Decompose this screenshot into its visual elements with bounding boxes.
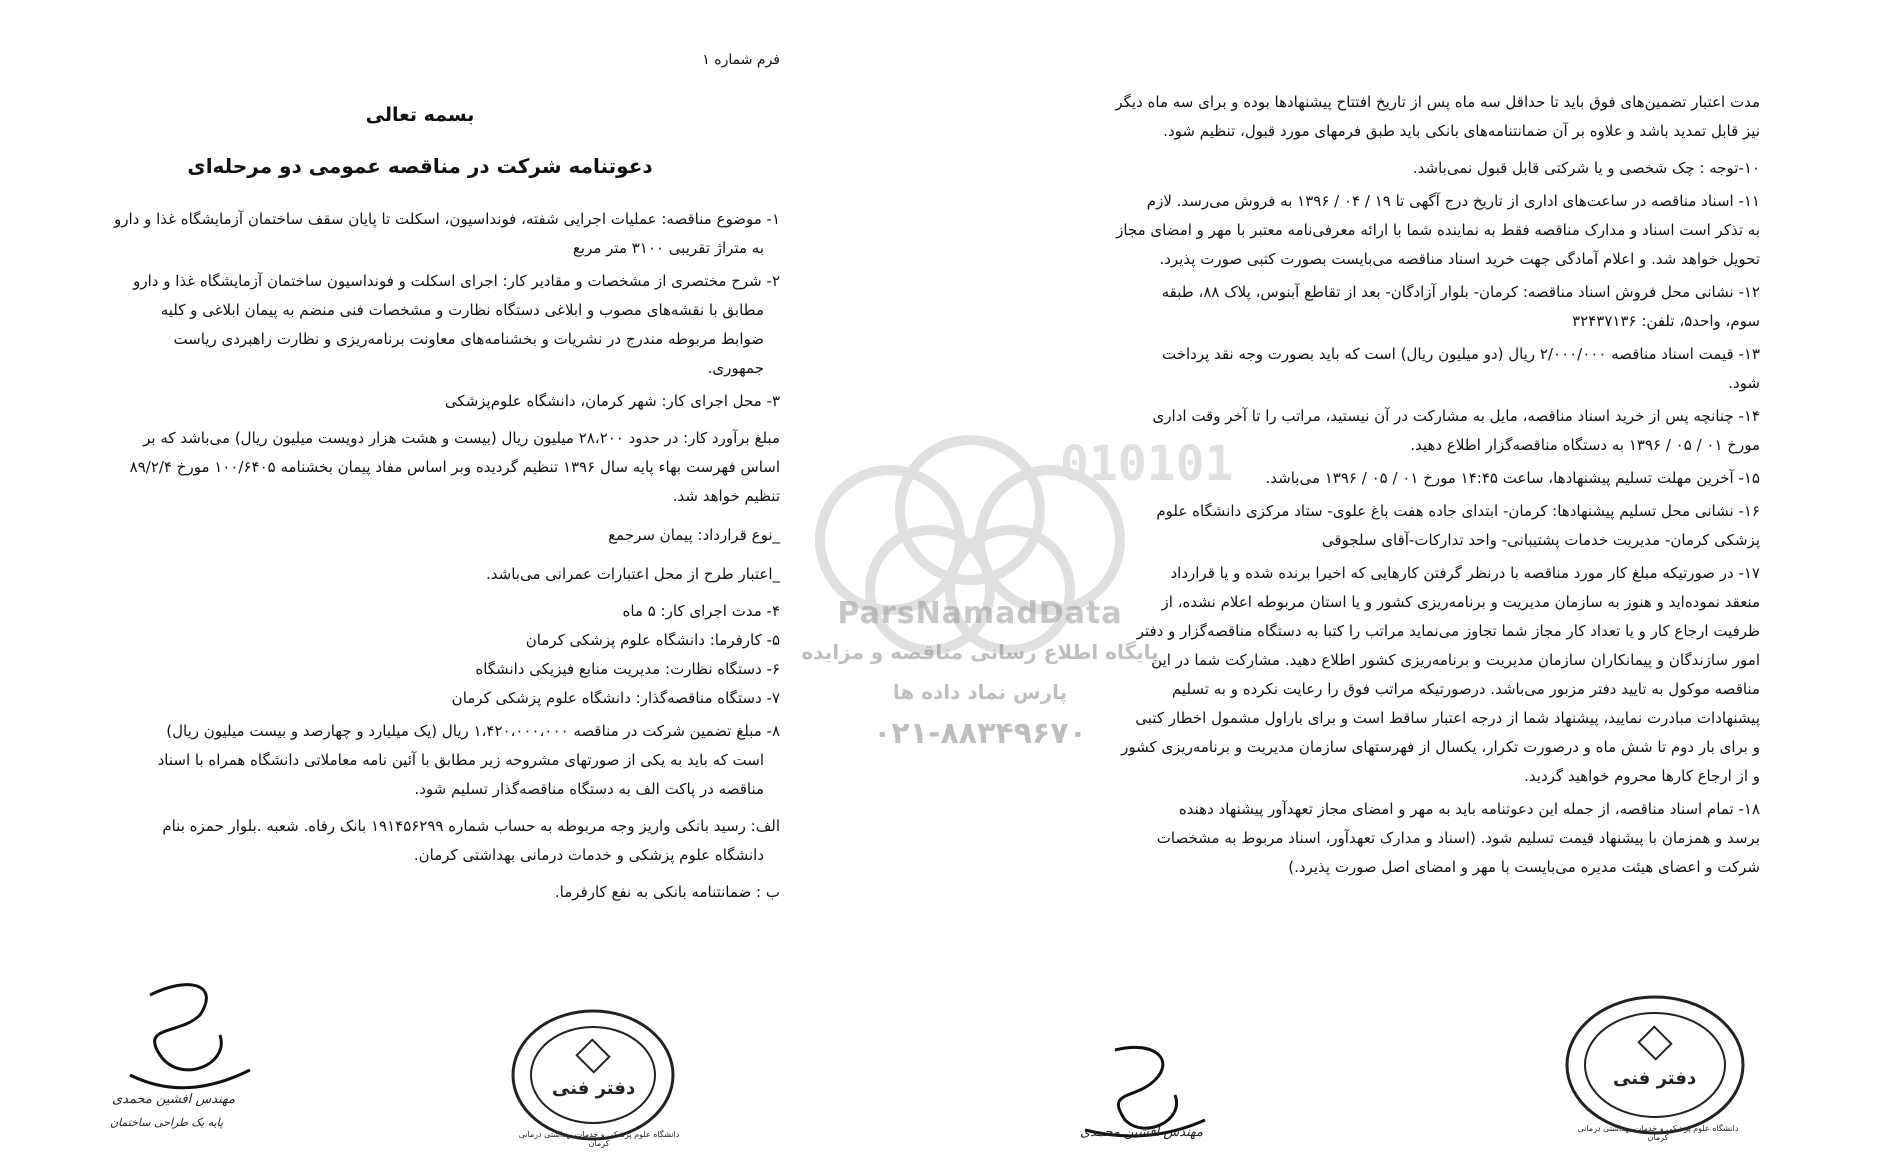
estimate-line: مبلغ برآورد کار: در حدود ۲۸،۲۰۰ میلیون ریال (بیست و هشت هزار دویست میلیون ریال) می‌باشد که بر: [143, 429, 780, 447]
item-2-line: ضوابط مربوطه مندرج در نشریات و بخشنامه‌های معاونت برنامه‌ریزی و نظارت راهبردی ریاست: [173, 330, 764, 348]
left-stamp: [508, 1005, 678, 1145]
item-17-line: مناقصه موکول به تایید دفتر مزبور می‌باشد. درصورتیکه مراتب فوق را رعایت نکرده و به تسلیم: [1171, 680, 1760, 698]
item-1-line: ۱- موضوع مناقصه: عملیات اجرایی شفته، فونداسیون، اسکلت تا پایان سقف ساختمان آزمایشگاه غذا و دارو: [114, 210, 780, 228]
watermark-digits: 010101: [1060, 436, 1234, 492]
item-3-line: ۳- محل اجرای کار: شهر کرمان، دانشگاه علوم‌پزشکی: [444, 392, 780, 410]
item-12-line: سوم، واحد۵، تلفن: ۳۲۴۳۷۱۳۶: [1572, 312, 1760, 330]
item-17-line: امور سازندگان و پیمانکاران سازمان مدیریت و برنامه‌ریزی کشور اطلاع دهید. مشارکت شما در این: [1151, 651, 1760, 669]
left-stamp-ring-text: دانشگاه علوم پزشکی و خدمات بهداشتی درمانی کرمان: [518, 1130, 680, 1148]
right-signature-name: مهندس افشین محمدی: [1080, 1125, 1203, 1140]
funding-line: _اعتبار طرح از محل اعتبارات عمرانی می‌باشد.: [486, 565, 780, 583]
option-b-line: ب : ضمانتنامه بانکی به نفع کارفرما.: [554, 883, 780, 901]
item-18-line: ۱۸- تمام اسناد مناقصه، از جمله این دعوتنامه باید به مهر و امضای مجاز تعهدآور پیشنهاد دهنده: [1178, 800, 1760, 818]
right-body: [1040, 88, 1760, 886]
item-16-line: ۱۶- نشانی محل تسلیم پیشنهادها: کرمان- ابتدای جاده هفت باغ علوی- ستاد مرکزی دانشگاه علوم: [1156, 502, 1760, 520]
item-6-line: ۶- دستگاه نظارت: مدیریت منابع فیزیکی دانشگاه: [475, 660, 780, 678]
item-11-line: به تذکر است اسناد و مدارک مناقصه فقط به نماینده شما با ارائه معرفی‌نامه معتبر با مهر و امضای مجاز: [1116, 221, 1760, 239]
item-17-line: و برای بار دوم تا شش ماه و درصورت تکرار، یکسال از فهرستهای سازمان مدیریت و برنامه‌ریزی کشور: [1121, 738, 1760, 756]
right-stamp: [1560, 990, 1750, 1140]
item-17-line: ۱۷- در صورتیکه مبلغ کار مورد مناقصه با درنظر گرفتن کارهایی که اخیرا برنده شده و یا قرارداد: [1170, 564, 1760, 582]
item-7-line: ۷- دستگاه مناقصه‌گذار: دانشگاه علوم پزشکی کرمان: [451, 689, 780, 707]
basmala-heading: بسمه تعالی: [365, 104, 475, 126]
item-2-line: ۲- شرح مختصری از مشخصات و مقادیر کار: اجرای اسکلت و فونداسیون ساختمان آزمایشگاه غذا و دارو: [133, 272, 780, 290]
form-number: فرم شماره ۱: [702, 52, 780, 68]
left-body: [60, 205, 780, 911]
item-17-line: پیشنهادات مبادرت نمایید، پیشنهاد شما از درجه اعتبار ساقط است و برای باراول مشمول اخطار کتبی: [1135, 709, 1760, 727]
left-signature-name: مهندس افشین محمدی: [112, 1092, 235, 1107]
item-18-line: برسد و همزمان با پیشنهاد قیمت تسلیم شود. (اسناد و مدارک تعهدآور، اسناد مربوط به مشخصات: [1156, 829, 1760, 847]
option-a-line: الف: رسید بانکی واریز وجه مربوطه به حساب شماره ۱۹۱۴۵۶۲۹۹ بانک رفاه. شعبه .بلوار حمزه بنام: [162, 817, 780, 835]
item-14-line: ۱۴- چنانچه پس از خرید اسناد مناقصه، مایل به مشارکت در آن نیستید، مراتب را تا آخر وقت اداری: [1152, 407, 1760, 425]
item-5-line: ۵- کارفرما: دانشگاه علوم پزشکی کرمان: [525, 631, 780, 649]
item-4-line: ۴- مدت اجرای کار: ۵ ماه: [622, 602, 780, 620]
item-8-line: ۸- مبلغ تضمین شرکت در مناقصه ۱،۴۲۰،۰۰۰،۰۰۰ ریال (یک میلیارد و چهارصد و بیست میلیون ریال): [166, 722, 780, 740]
right-stamp-label: دفتر فنی: [1613, 1068, 1697, 1089]
left-stamp-label: دفتر فنی: [552, 1078, 636, 1099]
item-1-line: به متراژ تقریبی ۳۱۰۰ متر مربع: [572, 239, 764, 257]
item-10-line: ۱۰-توجه : چک شخصی و یا شرکتی قابل قبول نمی‌باشد.: [1412, 159, 1760, 177]
item-13-line: ۱۳- قیمت اسناد مناقصه ۲/۰۰۰/۰۰۰ ریال (دو میلیون ریال) است که باید بصورت وجه نقد پرداخت: [1162, 345, 1760, 363]
item-16-line: پزشکی کرمان- مدیریت خدمات پشتیبانی- واحد تدارکات-آقای سلجوقی: [1321, 531, 1760, 549]
left-signature-title: پایه یک طراحی ساختمان: [110, 1116, 224, 1129]
right-stamp-ring-text: دانشگاه علوم پزشکی و خدمات بهداشتی درمانی کرمان: [1577, 1124, 1739, 1142]
estimate-line: اساس فهرست بهاء پایه سال ۱۳۹۶ تنظیم گردیده وبر اساس مفاد پیمان بخشنامه ۱۰۰/۶۴۰۵ مورخ ۸۹/۲/۴: [129, 458, 780, 476]
watermark-brand: ParsNamadData: [837, 596, 1123, 631]
item-8-line: است که باید به یکی از صورتهای مشروحه زیر مطابق با آئین نامه معاملاتی دانشگاه همراه با اسناد: [157, 751, 764, 769]
watermark-subtitle-2: پارس نماد داده ها: [892, 680, 1068, 704]
item-13-line: شود.: [1728, 374, 1760, 392]
watermark-phone: ۰۲۱-۸۸۳۴۹۶۷۰: [873, 716, 1087, 751]
right-page: [1040, 0, 1760, 1154]
item-2-line: جمهوری.: [707, 359, 764, 377]
watermark-subtitle: پایگاه اطلاع رسانی مناقصه و مزایده: [801, 640, 1159, 664]
item-17-line: ظرفیت ارجاع کار و یا تعداد کار مجاز شما تجاوز می‌نماید مراتب را کتبا به دستگاه مناقصه‌گزار و دفتر: [1136, 622, 1760, 640]
contract-type-line: _نوع قرارداد: پیمان سرجمع: [608, 526, 780, 544]
guarantee-validity-line: نیز قابل تمدید باشد و علاوه بر آن ضمانتنامه‌های بانکی باید طبق فرمهای مورد قبول، تنظیم شود.: [1163, 122, 1760, 140]
item-14-line: مورخ ۰۱ / ۰۵ / ۱۳۹۶ به دستگاه مناقصه‌گزار اطلاع دهید.: [1410, 436, 1760, 454]
item-11-line: ۱۱- اسناد مناقصه در ساعت‌های اداری از تاریخ درج آگهی تا ۱۹ / ۰۴ / ۱۳۹۶ به فروش می‌رسد. لازم: [1146, 192, 1760, 210]
item-18-line: شرکت و اعضای هیئت مدیره می‌بایست با مهر و امضای اصل صورت پذیرد.): [1288, 858, 1760, 876]
option-a-line: دانشگاه علوم پزشکی و خدمات درمانی بهداشتی کرمان.: [413, 846, 764, 864]
item-15-line: ۱۵- آخرین مهلت تسلیم پیشنهادها، ساعت ۱۴:۴۵ مورخ ۰۱ / ۰۵ / ۱۳۹۶ می‌باشد.: [1265, 469, 1760, 487]
document-title: دعوتنامه شرکت در مناقصه عمومی دو مرحله‌ای: [187, 154, 653, 178]
item-17-line: و از ارجاع کارها محروم خواهید گردید.: [1524, 767, 1760, 785]
item-11-line: تحویل خواهد شد. و اعلام آمادگی جهت خرید اسناد مناقصه می‌بایست بصورت کتبی صورت پذیرد.: [1159, 250, 1760, 268]
item-2-line: مطابق با نقشه‌های مصوب و ابلاغی دستگاه نظارت و مشخصات فنی منضم به پیمان ابلاغی و کلیه: [160, 301, 764, 319]
item-12-line: ۱۲- نشانی محل فروش اسناد مناقصه: کرمان- بلوار آزادگان- بعد از تقاطع آبنوس، پلاک ۸۸، طبقه: [1161, 283, 1760, 301]
item-8-line: مناقصه در پاکت الف به دستگاه مناقصه‌گذار تسلیم شود.: [414, 780, 764, 798]
guarantee-validity-line: مدت اعتبار تضمین‌های فوق باید تا حداقل سه ماه پس از تاریخ افتتاح پیشنهادها بوده و برای سه ماه دیگر: [1115, 93, 1760, 111]
item-17-line: منعقد نموده‌اید و هنوز به سازمان مدیریت و برنامه‌ریزی کشور و یا استان مربوطه اعلام نشده، از: [1161, 593, 1760, 611]
estimate-line: تنظیم خواهد شد.: [672, 487, 780, 505]
